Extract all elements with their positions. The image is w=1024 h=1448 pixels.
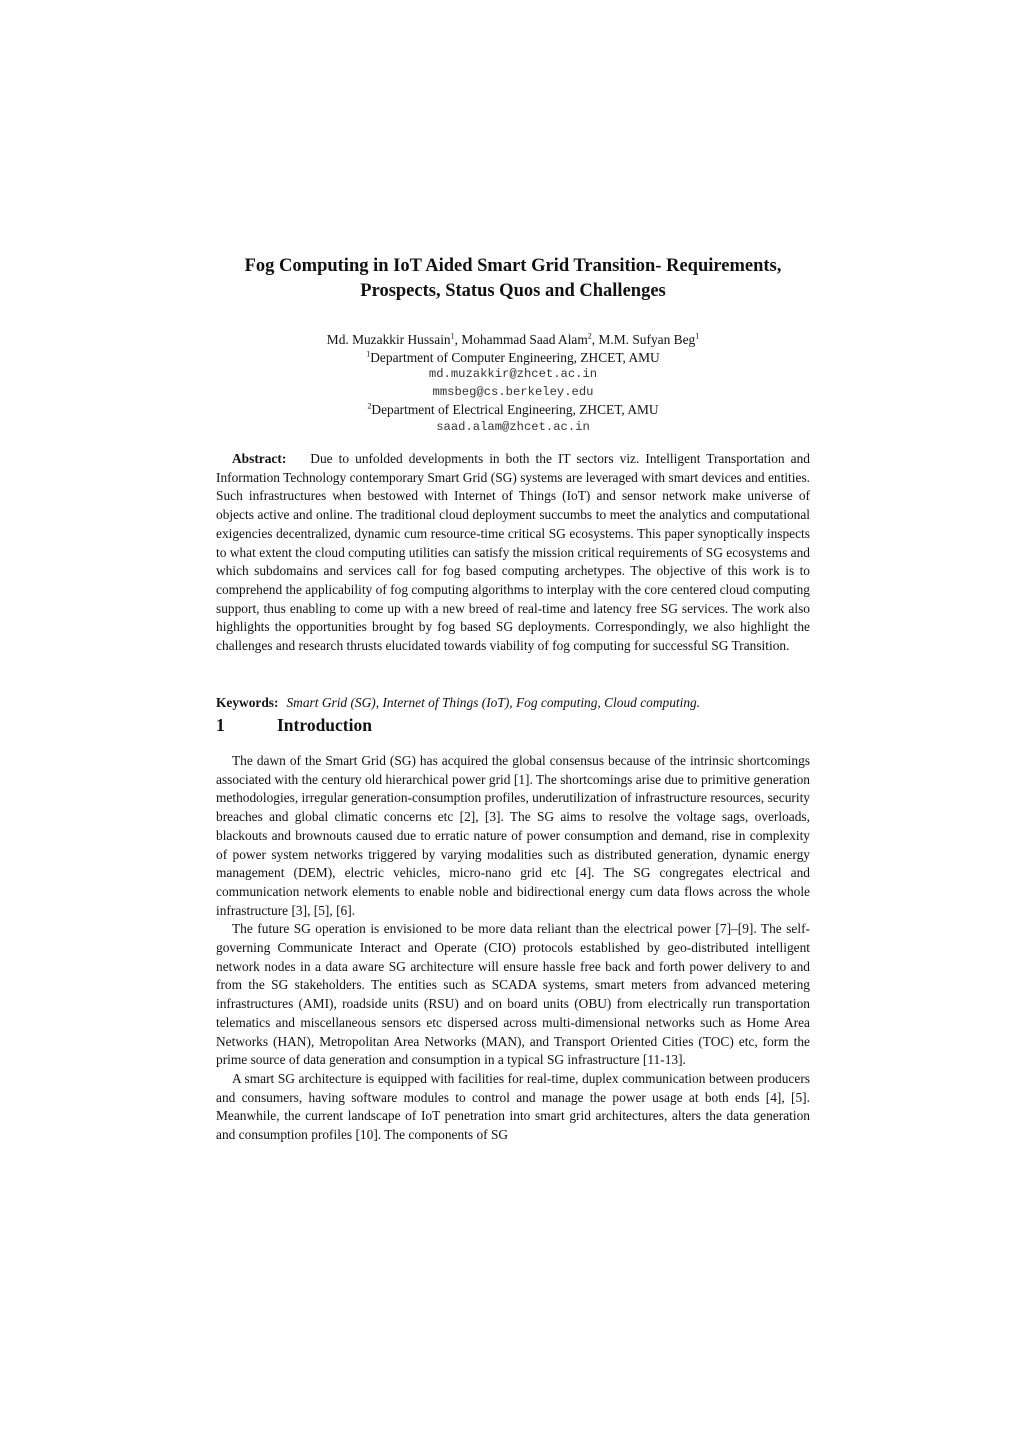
- paper-title: [216, 254, 810, 304]
- section-number: 1: [216, 715, 225, 735]
- author-name: Md. Muzakkir Hussain: [326, 332, 451, 347]
- author-name: M.M. Sufyan Beg: [598, 332, 696, 347]
- body-paragraph: The dawn of the Smart Grid (SG) has acquired the global consensus because of the intrinsic shortcomings associated with the century old hierarchical power grid [1]. The shortcomings arise due to primitive generation methodologies, irregular generation-consumption profiles, underutilization of infrastructure resources, security breaches and global climatic concerns etc [2], [3]. The SG aims to resolve the voltage sags, overloads, blackouts and brownouts caused due to erratic nature of power consumption and demand, rise in complexity of power system networks triggered by varying modalities such as distributed generation, dynamic energy management (DEM), electric vehicles, micro-nano grid etc [4]. The SG congregates electrical and communication network elements to enable noble and bidirectional energy cum data flows across the whole infrastructure [3], [5], [6].: [216, 753, 810, 918]
- author-block: [216, 331, 810, 437]
- email-link[interactable]: mmsbeg@cs.berkeley.edu: [432, 384, 594, 399]
- author-name: Mohammad Saad Alam: [461, 332, 588, 347]
- email-link[interactable]: md.muzakkir@zhcet.ac.in: [428, 367, 598, 382]
- author-affiliation-mark: 2: [587, 331, 592, 341]
- affiliation-mark: 1: [366, 349, 371, 359]
- affiliation-line: [216, 401, 810, 419]
- affiliation-mark: 2: [367, 401, 372, 411]
- title-line-2: Prospects, Status Quos and Challenges: [360, 281, 666, 301]
- affiliation-line: [216, 349, 810, 367]
- email-link[interactable]: saad.alam@zhcet.ac.in: [436, 419, 590, 434]
- section-title: Introduction: [277, 715, 372, 735]
- title-line-1: Fog Computing in IoT Aided Smart Grid Transition- Requirements,: [244, 256, 782, 276]
- abstract-text: Due to unfolded developments in both the IT sectors viz. Intelligent Transportation and Information Technology contemporary Smart Grid (SG) systems are leveraged with smart devices and entities. Such infrastructures when bestowed with Internet of Things (IoT) and sensor network make universe of objects active and online. The traditional cloud deployment succumbs to meet the analytics and computational exigencies decentralized, dynamic cum resource-time critical SG ecosystems. This paper synoptically inspects to what extent the cloud computing utilities can satisfy the mission critical requirements of SG ecosystems and which subdomains and services call for fog based computing archetypes. The objective of this work is to comprehend the applicability of fog computing algorithms to interplay with the core centered cloud computing support, thus enabling to come up with a new breed of real-time and latency free SG services. The work also highlights the opportunities brought by fog based SG deployments. Correspondingly, we also highlight the challenges and research thrusts elucidated towards viability of fog computing for successful SG Transition.: [216, 451, 810, 654]
- author-affiliation-mark: 1: [695, 331, 700, 341]
- author-affiliation-mark: 1: [450, 331, 455, 341]
- keywords-label: Keywords:: [216, 695, 279, 710]
- abstract-label: Abstract:: [232, 451, 287, 466]
- author-line: Md. Muzakkir Hussain$^1$, Mohammad Saad Alam$^2$, M.M. Sufyan Beg$^1$: [326, 331, 700, 347]
- section-heading: [216, 713, 810, 737]
- keywords: [216, 694, 810, 712]
- body-paragraph: The future SG operation is envisioned to be more data reliant than the electrical power [7]–[9]. The self-governing Communicate Interact and Operate (CIO) protocols established by geo-distributed intelligent network nodes in a data aware SG architecture will ensure hassle free back and forth power delivery to and from the SG stakeholders. The entities such as SCADA systems, smart meters from advanced metering infrastructures (AMI), roadside units (RSU) and on board units (OBU) from electrically run transportation telematics and miscellaneous sensors etc dispersed across multi-dimensional networks such as Home Area Networks (HAN), Metropolitan Area Networks (MAN), and Transport Oriented Cities (TOC) etc, form the prime source of data generation and consumption in a typical SG infrastructure [11-13].: [216, 921, 810, 1068]
- abstract: [216, 450, 810, 656]
- section-body: [216, 752, 810, 1145]
- affiliation-text: Department of Electrical Engineering, ZHCET, AMU: [371, 402, 659, 418]
- keywords-text: Smart Grid (SG), Internet of Things (IoT), Fog computing, Cloud computing.: [286, 695, 701, 710]
- body-paragraph: A smart SG architecture is equipped with facilities for real-time, duplex communication between producers and consumers, having software modules to control and manage the power usage at both ends [4], [5]. Meanwhile, the current landscape of IoT penetration into smart grid architectures, alters the data generation and consumption profiles [10]. The components of SG: [216, 1070, 810, 1143]
- affiliation-text: Department of Computer Engineering, ZHCET, AMU: [370, 349, 660, 365]
